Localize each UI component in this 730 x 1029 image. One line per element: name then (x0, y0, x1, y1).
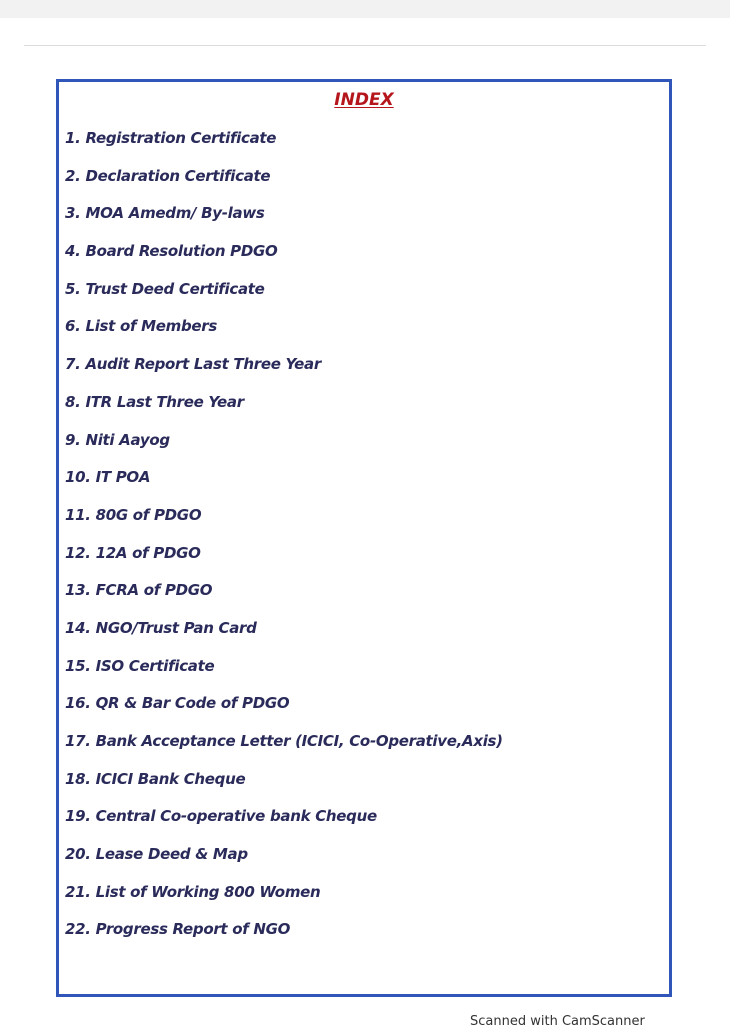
index-item: 10. IT POA (65, 468, 151, 487)
index-title: INDEX (334, 90, 394, 110)
index-item: 19. Central Co-operative bank Cheque (65, 807, 377, 826)
index-item: 4. Board Resolution PDGO (65, 242, 278, 261)
index-item: 16. QR & Bar Code of PDGO (65, 694, 290, 713)
index-item: 2. Declaration Certificate (65, 166, 271, 185)
scanner-watermark: Scanned with CamScanner (470, 1014, 645, 1029)
index-item: 1. Registration Certificate (65, 129, 277, 147)
index-item: 6. List of Members (65, 317, 217, 336)
index-item: 7. Audit Report Last Three Year (65, 355, 321, 374)
index-item: 21. List of Working 800 Women (65, 882, 321, 901)
index-frame (56, 79, 672, 997)
index-list (65, 128, 503, 957)
index-item: 20. Lease Deed & Map (65, 845, 248, 864)
index-item: 14. NGO/Trust Pan Card (65, 618, 257, 637)
index-item: 22. Progress Report of NGO (65, 920, 291, 939)
index-item: 3. MOA Amedm/ By-laws (65, 204, 265, 223)
index-item: 12. 12A of PDGO (65, 543, 201, 562)
index-item: 15. ISO Certificate (65, 656, 215, 675)
top-strip (0, 0, 730, 18)
index-item: 17. Bank Acceptance Letter (ICICI, Co-Operative,Axis) (65, 732, 503, 750)
index-item: 9. Niti Aayog (65, 430, 170, 449)
index-item: 18. ICICI Bank Cheque (65, 769, 246, 788)
horizontal-rule (24, 45, 706, 46)
index-item: 13. FCRA of PDGO (65, 581, 213, 600)
index-item: 11. 80G of PDGO (65, 505, 202, 524)
index-item: 8. ITR Last Three Year (65, 392, 244, 411)
index-item: 5. Trust Deed Certificate (65, 279, 265, 298)
